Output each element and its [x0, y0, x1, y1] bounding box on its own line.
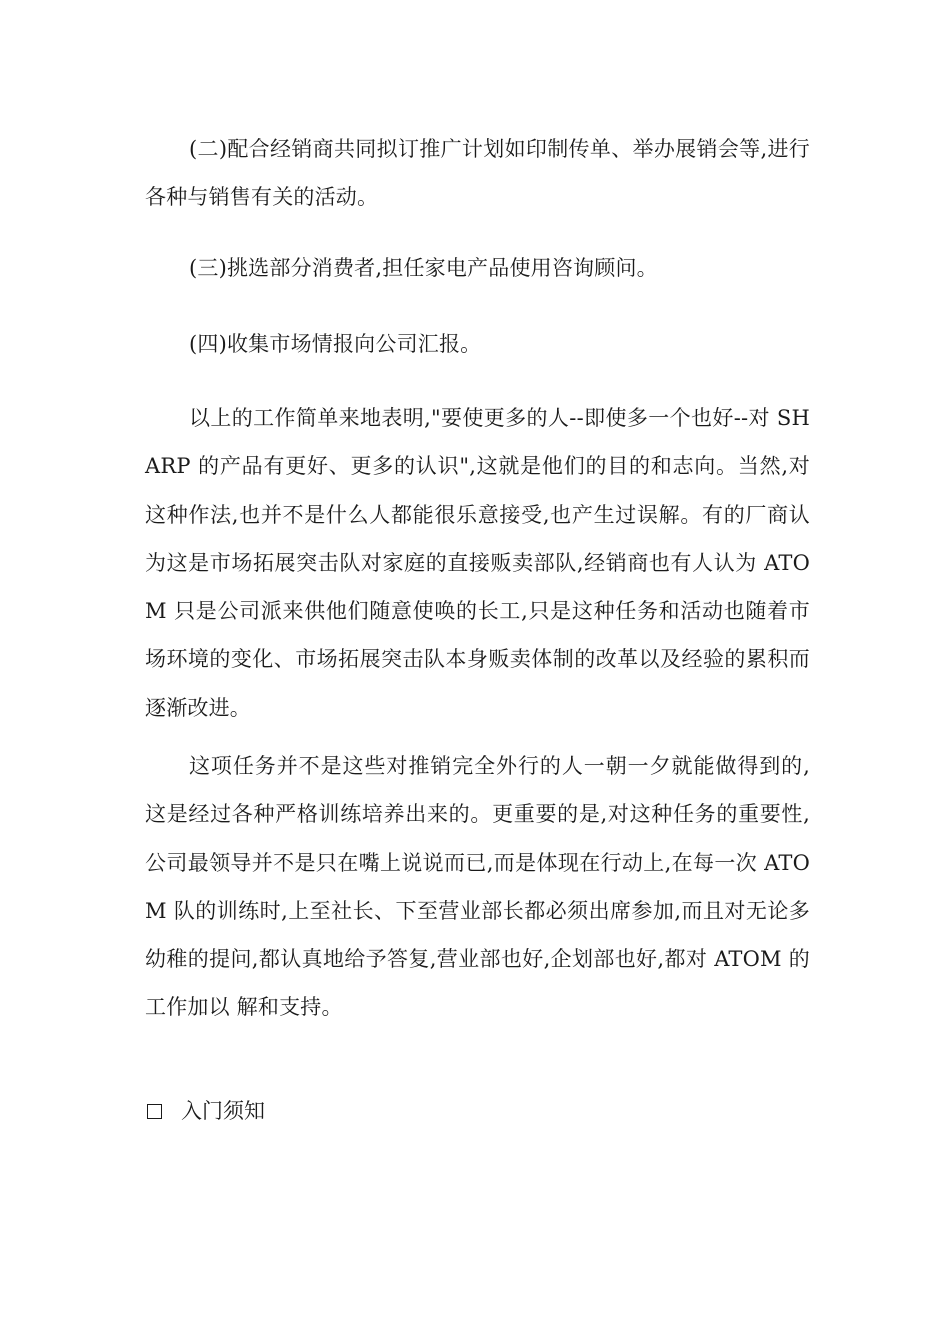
checkbox-icon [147, 1104, 162, 1119]
section-heading [145, 1087, 265, 1135]
section-heading-text: 入门须知 [181, 1099, 265, 1123]
paragraph-4: 以上的工作简单来地表明,"要使更多的人--即使多一个也好--对 SHARP 的产品有更好、更多的认识",这就是他们的目的和志向。当然,对这种作法,也并不是什么人都能很乐意接受,也产生过误解。有的厂商认为这是市场拓展突击队对家庭的直接贩卖部队,经销商也有人认为 ATOM 只是公司派来供他们随意使唤的长工,只是这种任务和活动也随着市场环境的变化、市场拓展突击队本身贩卖体制的改革以及经验的累积而逐渐改进。 [145, 406, 810, 720]
paragraph-5: 这项任务并不是这些对推销完全外行的人一朝一夕就能做得到的,这是经过各种严格训练培养出来的。更重要的是,对这种任务的重要性,公司最领导并不是只在嘴上说说而已,而是体现在行动上,在每一次 ATOM 队的训练时,上至社长、下至营业部长都必须出席参加,而且对无论多幼稚的提问,都认真地给予答复,营业部也好,企划部也好,都对 ATOM 的工作加以 解和支持。 [145, 754, 810, 1020]
paragraph-3: (四)收集市场情报向公司汇报。 [189, 332, 482, 356]
paragraph-2: (三)挑选部分消费者,担任家电产品使用咨询顾问。 [189, 256, 658, 280]
paragraph-1: (二)配合经销商共同拟订推广计划如印制传单、举办展销会等,进行各种与销售有关的活动。 [145, 137, 810, 210]
